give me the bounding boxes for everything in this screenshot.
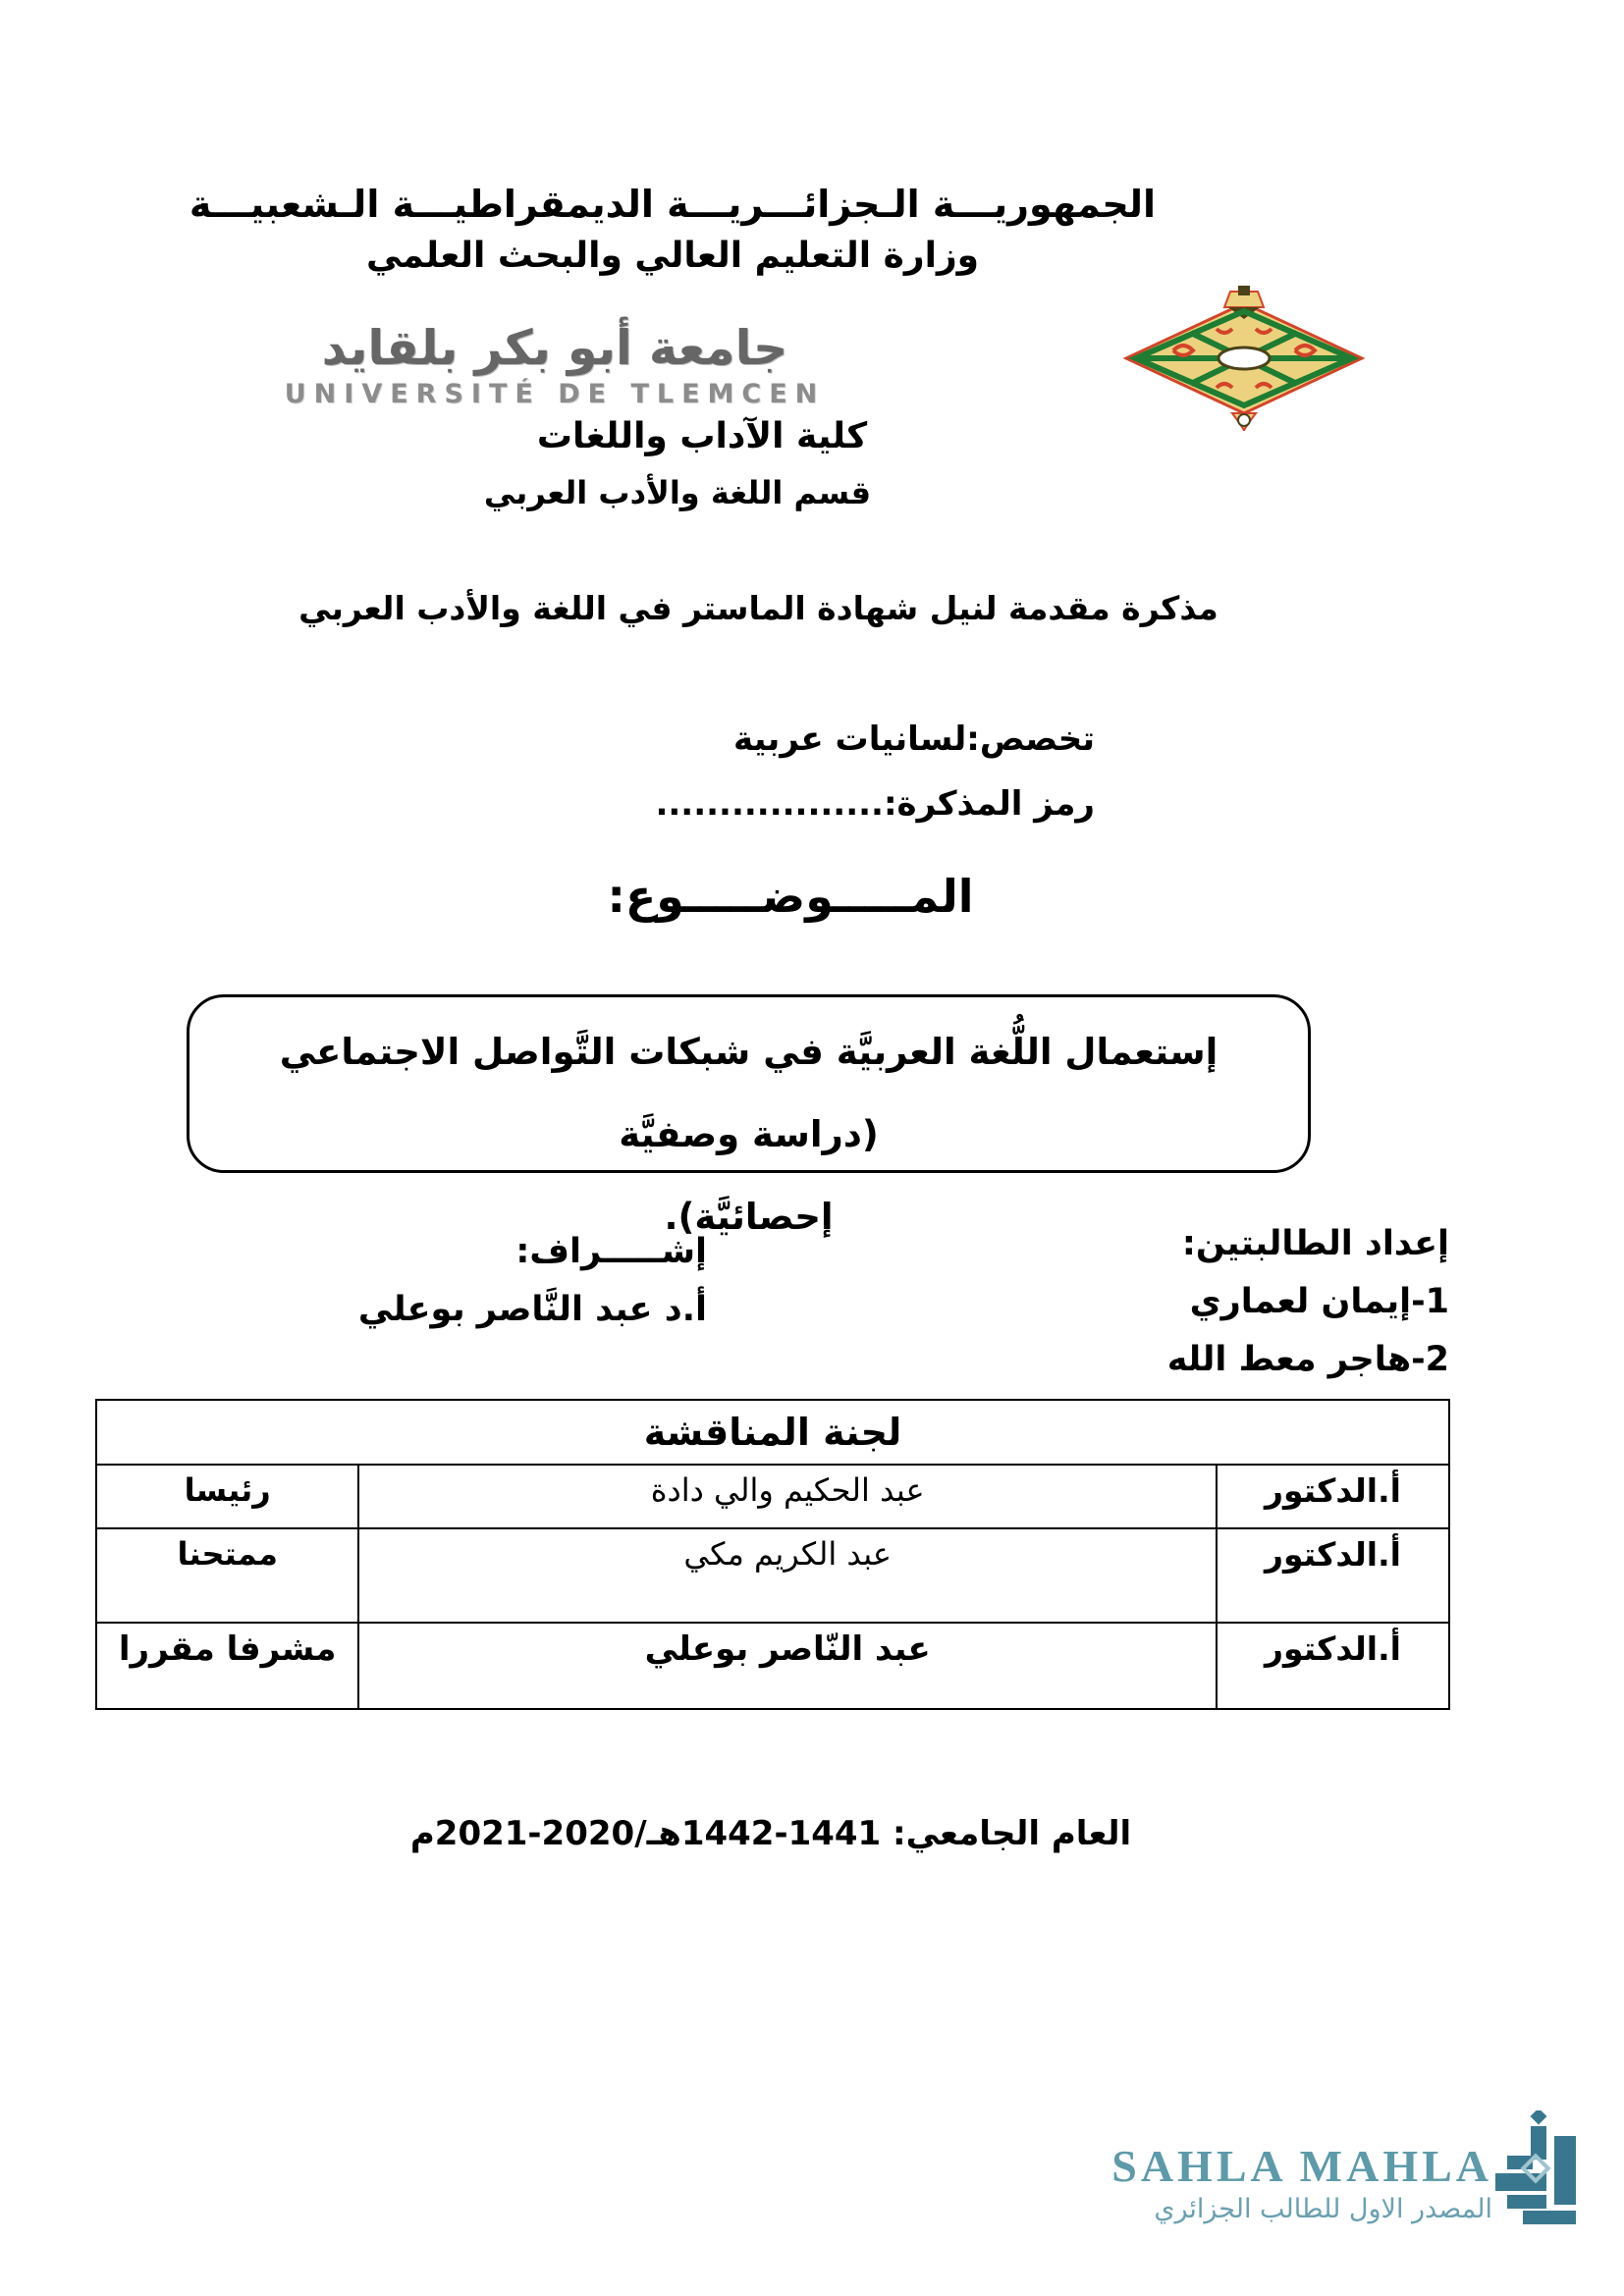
committee-degree: أ.الدكتور	[1217, 1528, 1449, 1623]
committee-role: ممتحنا	[96, 1528, 358, 1623]
thesis-title-line1: إستعمال اللُّغة العربيَّة في شبكات التَّواصل الاجتماعي (دراسة وصفيَّة	[279, 1031, 1218, 1155]
thesis-title-line2: إحصائيَّة).	[664, 1196, 834, 1238]
supervision-block	[358, 1223, 707, 1339]
committee-title: لجنة المناقشة	[96, 1400, 1449, 1465]
watermark-brand: SAHLA MAHLA	[1111, 2141, 1492, 2191]
republic-title: الجمهوريـــة الـجزائـــريـــة الديمقراطيـــة الـشعبيـــة	[189, 183, 1157, 226]
committee-name: عبد الحكيم والي دادة	[358, 1465, 1217, 1528]
committee-role: رئيسا	[96, 1465, 358, 1528]
table-row	[96, 1623, 1449, 1709]
committee-table	[95, 1399, 1450, 1710]
ministry-title: وزارة التعليم العالي والبحث العلمي	[365, 236, 980, 276]
university-name-arabic: جامعة أبو بكر بلقايد	[321, 320, 788, 376]
specialty-block	[655, 707, 1095, 836]
subject-heading: المـــــوضـــــوع:	[607, 870, 974, 923]
watermark-logo-icon	[1493, 2110, 1584, 2234]
university-emblem-icon	[1122, 286, 1366, 431]
students-heading: إعداد الطالبتين:	[1181, 1224, 1449, 1263]
student-item: 2-هاجر معط الله	[1166, 1340, 1449, 1379]
specialty-line: تخصص:لسانيات عربية	[733, 720, 1095, 759]
memoir-code-line: رمز المذكرة:..................	[655, 784, 1095, 824]
supervisor-name: أ.د عبد النَّاصر بوعلي	[357, 1290, 707, 1329]
committee-header-row	[96, 1400, 1449, 1465]
students-block	[1167, 1215, 1449, 1389]
department-line: قسم اللغة والأدب العربي	[483, 474, 872, 511]
committee-name: عبد النّاصر بوعلي	[358, 1623, 1217, 1709]
committee-role: مشرفا مقررا	[96, 1623, 358, 1709]
university-name-french: UNIVERSITÉ DE TLEMCEN	[284, 379, 826, 409]
academic-year-line: العام الجامعي: 1441-1442هـ/2020-2021م	[409, 1814, 1132, 1853]
committee-name: عبد الكريم مكي	[358, 1528, 1217, 1623]
thesis-title-box	[187, 994, 1311, 1238]
thesis-title	[189, 997, 1308, 1258]
committee-degree: أ.الدكتور	[1217, 1623, 1449, 1709]
memoir-line: مذكرة مقدمة لنيل شهادة الماستر في اللغة والأدب العربي	[298, 589, 1218, 627]
faculty-line: كلية الآداب واللغات	[536, 416, 868, 456]
supervision-heading: إشـــــراف:	[515, 1232, 707, 1271]
student-item: 1-إيمان لعماري	[1189, 1282, 1449, 1321]
committee-degree: أ.الدكتور	[1217, 1465, 1449, 1528]
watermark-tagline: المصدر الاول للطالب الجزائري	[1154, 2194, 1492, 2224]
table-row	[96, 1528, 1449, 1623]
table-row	[96, 1465, 1449, 1528]
watermark-block	[1111, 2142, 1492, 2228]
